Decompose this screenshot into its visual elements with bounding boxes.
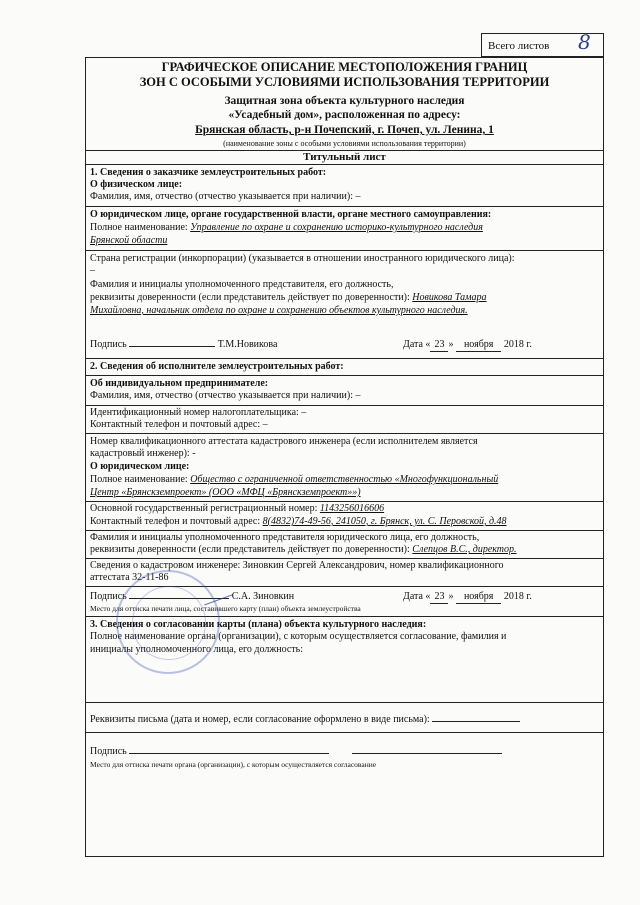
- s1-phys-fio: Фамилия, имя, отчество (отчество указывается при наличии): –: [90, 191, 361, 202]
- s1-country-value: –: [90, 265, 95, 276]
- s2-rep-line1: Фамилия и инициалы уполномоченного представителя юридического лица, его должность,: [90, 532, 480, 543]
- title-address: Брянская область, р-н Почепский, г. Почеп, ул. Ленина, 1: [195, 124, 494, 136]
- s1-country-label: Страна регистрации (инкорпорации) (указывается в отношении иностранного юридического лица):: [90, 253, 515, 264]
- title-line-3: Защитная зона объекта культурного наследия: [224, 95, 465, 107]
- s2-rep-line2: реквизиты доверенности (если представитель действует по доверенности): Слепцов В.С., директор.: [90, 544, 517, 555]
- s2-contact: Контактный телефон и почтовый адрес: –: [90, 419, 268, 430]
- s2-full-name-2: Центр «Брянскземпроект» (ООО «МФЦ «Брянскземпроект»»): [90, 487, 361, 498]
- s1-full-name-2: Брянской области: [90, 235, 168, 246]
- s1-phys-heading: О физическом лице:: [90, 179, 183, 190]
- s3-heading: 3. Сведения о согласовании карты (плана) объекта культурного наследия:: [90, 619, 427, 630]
- total-sheets-label: Всего листов: [488, 40, 550, 52]
- s1-rep-line2: реквизиты доверенности (если представитель действует по доверенности): Новикова Тамара: [90, 292, 487, 303]
- s1-heading: 1. Сведения о заказчике землеустроительных работ:: [90, 167, 327, 178]
- s2-inn: Идентификационный номер налогоплательщика: –: [90, 407, 307, 418]
- total-sheets-box: [481, 30, 604, 57]
- title-sheet-frame: [85, 57, 604, 857]
- s3-signature-row: Подпись: [90, 746, 599, 758]
- title-line-1: ГРАФИЧЕСКОЕ ОПИСАНИЕ МЕСТОПОЛОЖЕНИЯ ГРАНИЦ: [161, 60, 528, 74]
- s2-ip-fio: Фамилия, имя, отчество (отчество указывается при наличии): –: [90, 390, 361, 401]
- s2-engineer: Сведения о кадастровом инженере: Зиновкин Сергей Александрович, номер квалификационного: [90, 560, 504, 571]
- s1-signature-row: Подпись Т.М.Новикова Дата « 23 » ноября 2018 г.: [90, 339, 532, 350]
- s2-ogrn: Основной государственный регистрационный номер: 1143256016606: [90, 503, 385, 514]
- sheet-title: Титульный лист: [303, 151, 386, 163]
- s2-signature-row: Подпись С.А. Зиновкин Дата « 23 » ноября 2018 г.: [90, 591, 532, 602]
- s2-heading: 2. Сведения об исполнителе землеустроительных работ:: [90, 361, 344, 372]
- s2-contact-jur: Контактный телефон и почтовый адрес: 8(4832)74-49-56, 241050, г. Брянск, ул. С. Перовской, д.48: [90, 516, 507, 527]
- title-line-4: «Усадебный дом», расположенная по адресу:: [228, 109, 461, 121]
- total-sheets-count: 8: [578, 30, 591, 54]
- s1-jur-heading: О юридическом лице, органе государственной власти, органе местного самоуправления:: [90, 209, 492, 220]
- s2-full-name: Полное наименование: Общество с ограниченной ответственностью «Многофункциональный: [90, 474, 499, 485]
- s3-letter: Реквизиты письма (дата и номер, если согласование оформлено в виде письма):: [90, 714, 599, 726]
- s2-jur-heading: О юридическом лице:: [90, 461, 190, 472]
- s2-engineer-2: аттестата 32-11-86: [90, 572, 169, 583]
- s3-stamp-caption: Место для оттиска печати органа (организации), с которым осуществляется согласование: [90, 760, 377, 769]
- title-caption: (наименование зоны с особыми условиями использования территории): [223, 139, 466, 148]
- s2-cert-line1: Номер квалификационного аттестата кадастрового инженера (если исполнителем является: [90, 436, 478, 447]
- s2-stamp-caption: Место для оттиска печати лица, составившего карту (план) объекта землеустройства: [90, 604, 361, 613]
- s2-ip-heading: Об индивидуальном предпринимателе:: [90, 378, 269, 389]
- s3-line2: инициалы уполномоченного лица, его должность:: [90, 644, 303, 655]
- s1-full-name: Полное наименование: Управление по охране и сохранению историко-культурного наследия: [90, 222, 483, 233]
- s1-rep-value2: Михайловна, начальник отдела по охране и сохранению объектов культурного наследия.: [90, 305, 468, 316]
- s1-rep-line1: Фамилия и инициалы уполномоченного представителя, его должность,: [90, 279, 394, 290]
- s3-line1: Полное наименование органа (организации), с которым осуществляется согласование, фамилия и: [90, 631, 507, 642]
- s2-cert-line2: кадастровый инженер): -: [90, 448, 196, 459]
- title-line-2: ЗОН С ОСОБЫМИ УСЛОВИЯМИ ИСПОЛЬЗОВАНИЯ ТЕРРИТОРИИ: [139, 75, 550, 89]
